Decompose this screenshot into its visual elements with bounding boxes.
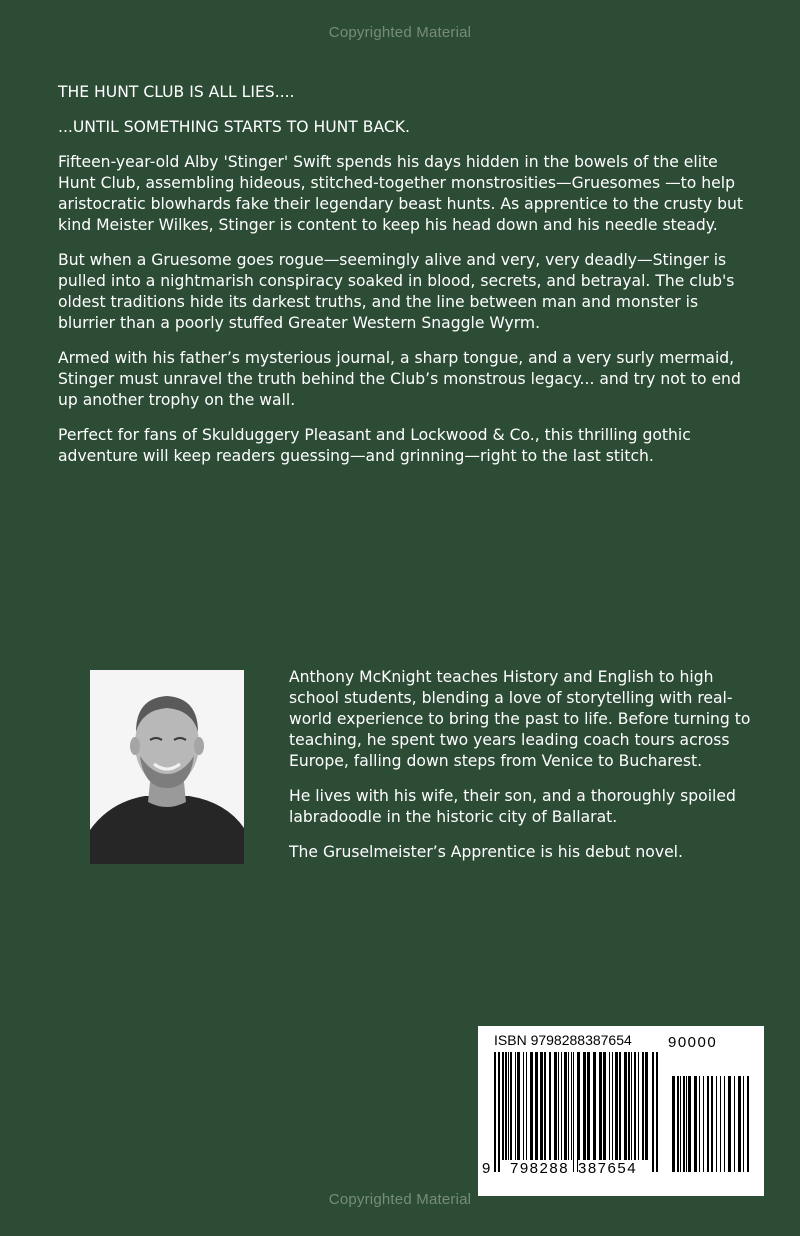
isbn-barcode [478,1026,764,1196]
isbn-label: ISBN 9798288387654 [494,1032,632,1048]
bio-paragraph-1: Anthony McKnight teaches History and English to high school students, blending a love of storytelling with real-world experience to bring the past to life. Before turning to teaching, he spent two years leading coach tours across Europe, falling down steps from Venice to Bucharest. [289,668,751,770]
blurb-paragraph-2: But when a Gruesome goes rogue—seemingly alive and very, very deadly—Stinger is pulled into a nightmarish conspiracy soaked in blood, secrets, and betrayal. The club's oldest traditions hide its darkest truths, and the line between man and monster is blurrier than a poorly stuffed Greater Western Snaggle Wyrm. [58,251,735,332]
ean-first-digit: 9 [482,1160,492,1177]
barcode-bars [492,1052,754,1176]
back-cover-blurb [58,82,758,481]
blurb-paragraph-3: Armed with his father’s mysterious journal, a sharp tongue, and a very surly mermaid, Stinger must unravel the truth behind the Club’s monstrous legacy... and try not to end up another trophy on the wall. [58,349,741,409]
ean-right-digits: 387654 [578,1160,638,1177]
blurb-tagline-1: THE HUNT CLUB IS ALL LIES.... [58,83,295,101]
watermark-bottom: Copyrighted Material [328,1191,472,1208]
watermark-top: Copyrighted Material [328,24,472,41]
author-photo [90,670,244,864]
author-portrait-illustration [90,670,244,864]
author-bio [289,667,759,877]
blurb-paragraph-4: Perfect for fans of Skulduggery Pleasant and Lockwood & Co., this thrilling gothic adventure will keep readers guessing—and grinning—right to the last stitch. [58,426,691,465]
ean-left-digits: 798288 [510,1160,570,1177]
blurb-tagline-2: ...UNTIL SOMETHING STARTS TO HUNT BACK. [58,118,410,136]
addon-digits: 90000 [668,1034,718,1051]
blurb-paragraph-1: Fifteen-year-old Alby 'Stinger' Swift spends his days hidden in the bowels of the elite Hunt Club, assembling hideous, stitched-together monstrosities—Gruesomes —to help aristocratic blowhards fake their legendary beast hunts. As apprentice to the crusty but kind Meister Wilkes, Stinger is content to keep his head down and his needle steady. [58,153,743,234]
bio-paragraph-3: The Gruselmeister’s Apprentice is his debut novel. [289,843,683,861]
bio-paragraph-2: He lives with his wife, their son, and a thoroughly spoiled labradoodle in the historic city of Ballarat. [289,787,736,826]
